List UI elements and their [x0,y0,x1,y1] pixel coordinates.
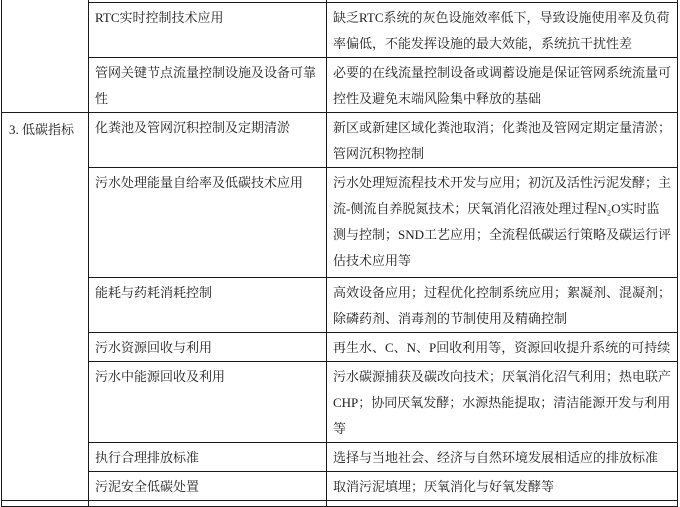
item-cell: 执行合理排放标准 [89,443,327,472]
item-cell: 污水处理能量自给率及低碳技术应用 [89,168,327,278]
item-cell: 污水中能源回收及利用 [89,362,327,443]
table-row [2,472,678,501]
table-row [2,58,678,113]
category-cell-cut [2,501,89,507]
item-cell-cut [89,501,327,507]
description-cell: 缺乏RTC系统的灰色设施效率低下，导致设施使用率及负荷率偏低，不能发挥设施的最大效能，系统抗干扰性差 [327,3,678,58]
description-cell-cut [327,501,678,507]
table-row [2,168,678,278]
table-row [2,3,678,58]
category-cell-continued [2,0,89,113]
description-cell: 必要的在线流量控制设备或调蓄设施是保证管网系统流量可控性及避免末端风险集中释放的基础 [327,58,678,113]
table-row [2,113,678,168]
description-cell: 再生水、C、N、P回收利用等，资源回收提升系统的可持续 [327,333,678,362]
table-row [2,443,678,472]
description-cell: 新区或新建区域化粪池取消；化粪池及管网定期定量清淤；管网沉积物控制 [327,113,678,168]
category-cell: 3. 低碳指标 [2,113,89,501]
item-cell: 污水资源回收与利用 [89,333,327,362]
table-row [2,278,678,333]
description-cell: 取消污泥填埋；厌氧消化与好氧发酵等 [327,472,678,501]
table-row-partial-bottom [2,501,678,507]
item-cell: 化粪池及管网沉积控制及定期清淤 [89,113,327,168]
item-cell: RTC实时控制技术应用 [89,3,327,58]
item-cell: 能耗与药耗消耗控制 [89,278,327,333]
description-cell: 选择与当地社会、经济与自然环境发展相适应的排放标准 [327,443,678,472]
table-row [2,333,678,362]
description-cell: 污水碳源捕获及碳改向技术；厌氧消化沼气利用；热电联产CHP；协同厌氧发酵；水源热能提取；清洁能源开发与利用等 [327,362,678,443]
table-row [2,362,678,443]
indicator-table [1,0,678,507]
item-cell: 污泥安全低碳处置 [89,472,327,501]
description-cell: 高效设备应用；过程优化控制系统应用；絮凝剂、混凝剂；除磷药剂、消毒剂的节制使用及精确控制 [327,278,678,333]
description-cell: 污水处理短流程技术开发与应用；初沉及活性污泥发酵；主流-侧流自养脱氮技术；厌氧消化沼液处理过程N₂O实时监测与控制；SND工艺应用；全流程低碳运行策略及碳运行评估技术应用等 [327,168,678,278]
item-cell: 管网关键节点流量控制设施及设备可靠性 [89,58,327,113]
